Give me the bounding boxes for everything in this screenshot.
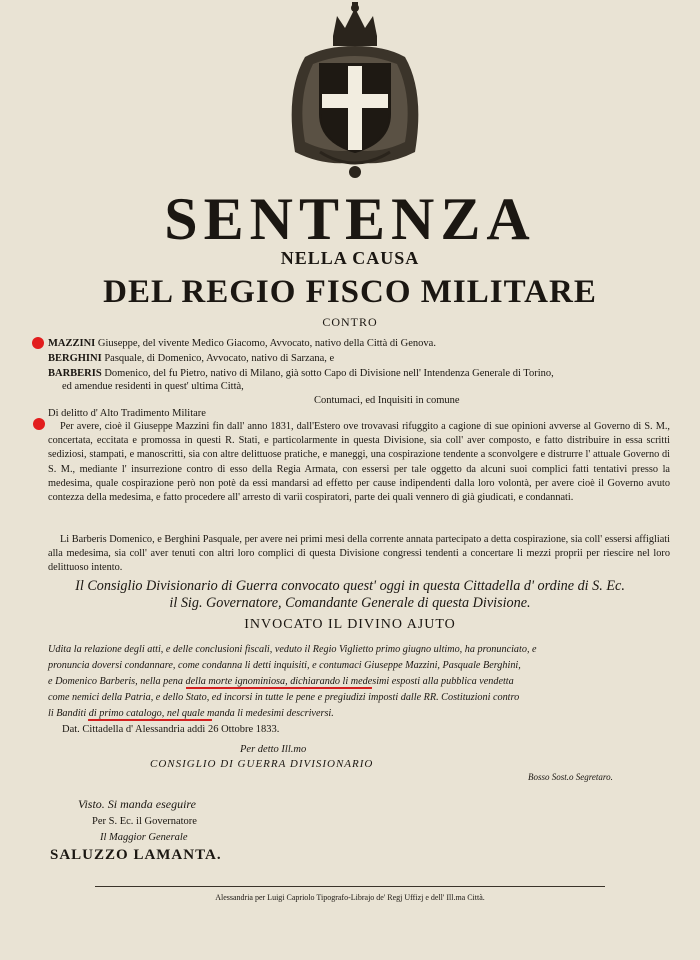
- consiglio-line-2: il Sig. Governatore, Comandante Generale di questa Divisione.: [169, 595, 531, 611]
- crime-line: Di delitto d' Alto Tradimento Militare: [48, 408, 206, 419]
- date-line: Dat. Cittadella d' Alessandria addì 26 Ottobre 1833.: [62, 724, 280, 735]
- bottom-rule: [95, 886, 605, 887]
- document-title: SENTENZA: [164, 186, 536, 252]
- secretary-signature: Bosso Sost.o Segretaro.: [528, 772, 613, 782]
- saluzzo-signature: SALUZZO LAMANTA.: [50, 847, 222, 863]
- printer-footer: Alessandria per Luigi Capriolo Tipografo-Librajo de' Regj Uffizj e dell' Ill.ma Città.: [215, 893, 485, 902]
- paragraph-charges: Per avere, cioè il Giuseppe Mazzini fin dall' anno 1831, dall'Estero ove trovavasi rifuggito a cagione di sue opinioni avverse al Governo di S. M., concertata, eccitata e promossa in questi R. Stati, e particolarmente in questa Divisione, sia coll' aver composto, e fatto distribuire in essa scritti sediziosi, stampati, e manoscritti, sia con altre delittuose pratiche, e maneggi, una cospirazione tendente a sconvolgere e distrurre l' attuale Governo di S. M., mediante l' insurrezione contro di esso della Regia Armata, con essersi per tale oggetto da alcuni suoi complici fatti tentativi presso la medesima, quale cospirazione però non potè da essi mandarsi ad effetto per cause indipendenti dalla loro volontà, per avere cioè il Governo avuto contezza della medesima, e fatto procedere all' arresto di varii cospiratori, parte dei quali vennero di già giudicati, e condannati.: [48, 421, 670, 504]
- consiglio-signature: CONSIGLIO DI GUERRA DIVISIONARIO: [150, 758, 374, 770]
- per-detto: Per detto Ill.mo: [240, 744, 307, 755]
- verdict-line: li Banditi di primo catalogo, nel quale manda li medesimi descriversi.: [48, 708, 334, 719]
- defendant-line: BERGHINI Pasquale, di Domenico, Avvocato, nativo di Sarzana, e: [48, 353, 335, 364]
- invocato-heading: INVOCATO IL DIVINO AJUTO: [244, 617, 456, 632]
- red-marker-dot: [33, 418, 45, 430]
- verdict-line: e Domenico Barberis, nella pena della morte ignominiosa, dichiarando li medesimi esposti alla pubblica vendetta: [48, 676, 514, 687]
- subtitle-regio-fisco: DEL REGIO FISCO MILITARE: [103, 274, 597, 310]
- red-underline: [186, 687, 372, 689]
- defendant-line: BARBERIS Domenico, del fu Pietro, nativo di Milano, già sotto Capo di Divisione nell' Intendenza Generale di Torino,: [48, 368, 554, 379]
- verdict-line: come nemici della Patria, e dello Stato, ed incorsi in tutte le pene e pregiudizi imposti dalle RR. Costituzioni contro: [48, 692, 520, 703]
- contro-label: CONTRO: [322, 315, 378, 329]
- visto-line: Visto. Si manda eseguire: [78, 797, 196, 811]
- residence-line: ed amendue residenti in quest' ultima Città,: [62, 381, 244, 392]
- maggior-line: Il Maggior Generale: [100, 832, 188, 843]
- verdict-line: pronuncia doversi condannare, come condanna li detti inquisiti, e contumaci Giuseppe Mazzini, Pasquale Berghini,: [48, 660, 521, 671]
- per-ec-line: Per S. Ec. il Governatore: [92, 816, 197, 827]
- red-underline: [88, 719, 212, 721]
- defendant-line: MAZZINI Giuseppe, del vivente Medico Giacomo, Avvocato, nativo della Città di Genova.: [48, 338, 436, 349]
- subtitle-nella-causa: NELLA CAUSA: [280, 248, 420, 268]
- paragraph-accomplices: Li Barberis Domenico, e Berghini Pasquale, per avere nei primi mesi della corrente annata partecipato a detta cospirazione, sia coll' essersi affigliati alla medesima, sia coll' aver tenuti con altri loro complici di questa Divisione congressi tendenti a concertare li mezzi proprii per riescire nel loro delittuoso intento.: [48, 534, 670, 574]
- royal-crest-icon: [275, 2, 435, 182]
- red-marker-dot: [32, 337, 44, 349]
- contumaci-line: Contumaci, ed Inquisiti in comune: [314, 395, 460, 406]
- consiglio-line-1: Il Consiglio Divisionario di Guerra convocato quest' oggi in questa Cittadella d' ordine di S. Ec.: [75, 578, 625, 594]
- verdict-line: Udita la relazione degli atti, e delle conclusioni fiscali, veduto il Regio Viglietto primo giugno ultimo, ha pronunciato, e: [48, 644, 537, 655]
